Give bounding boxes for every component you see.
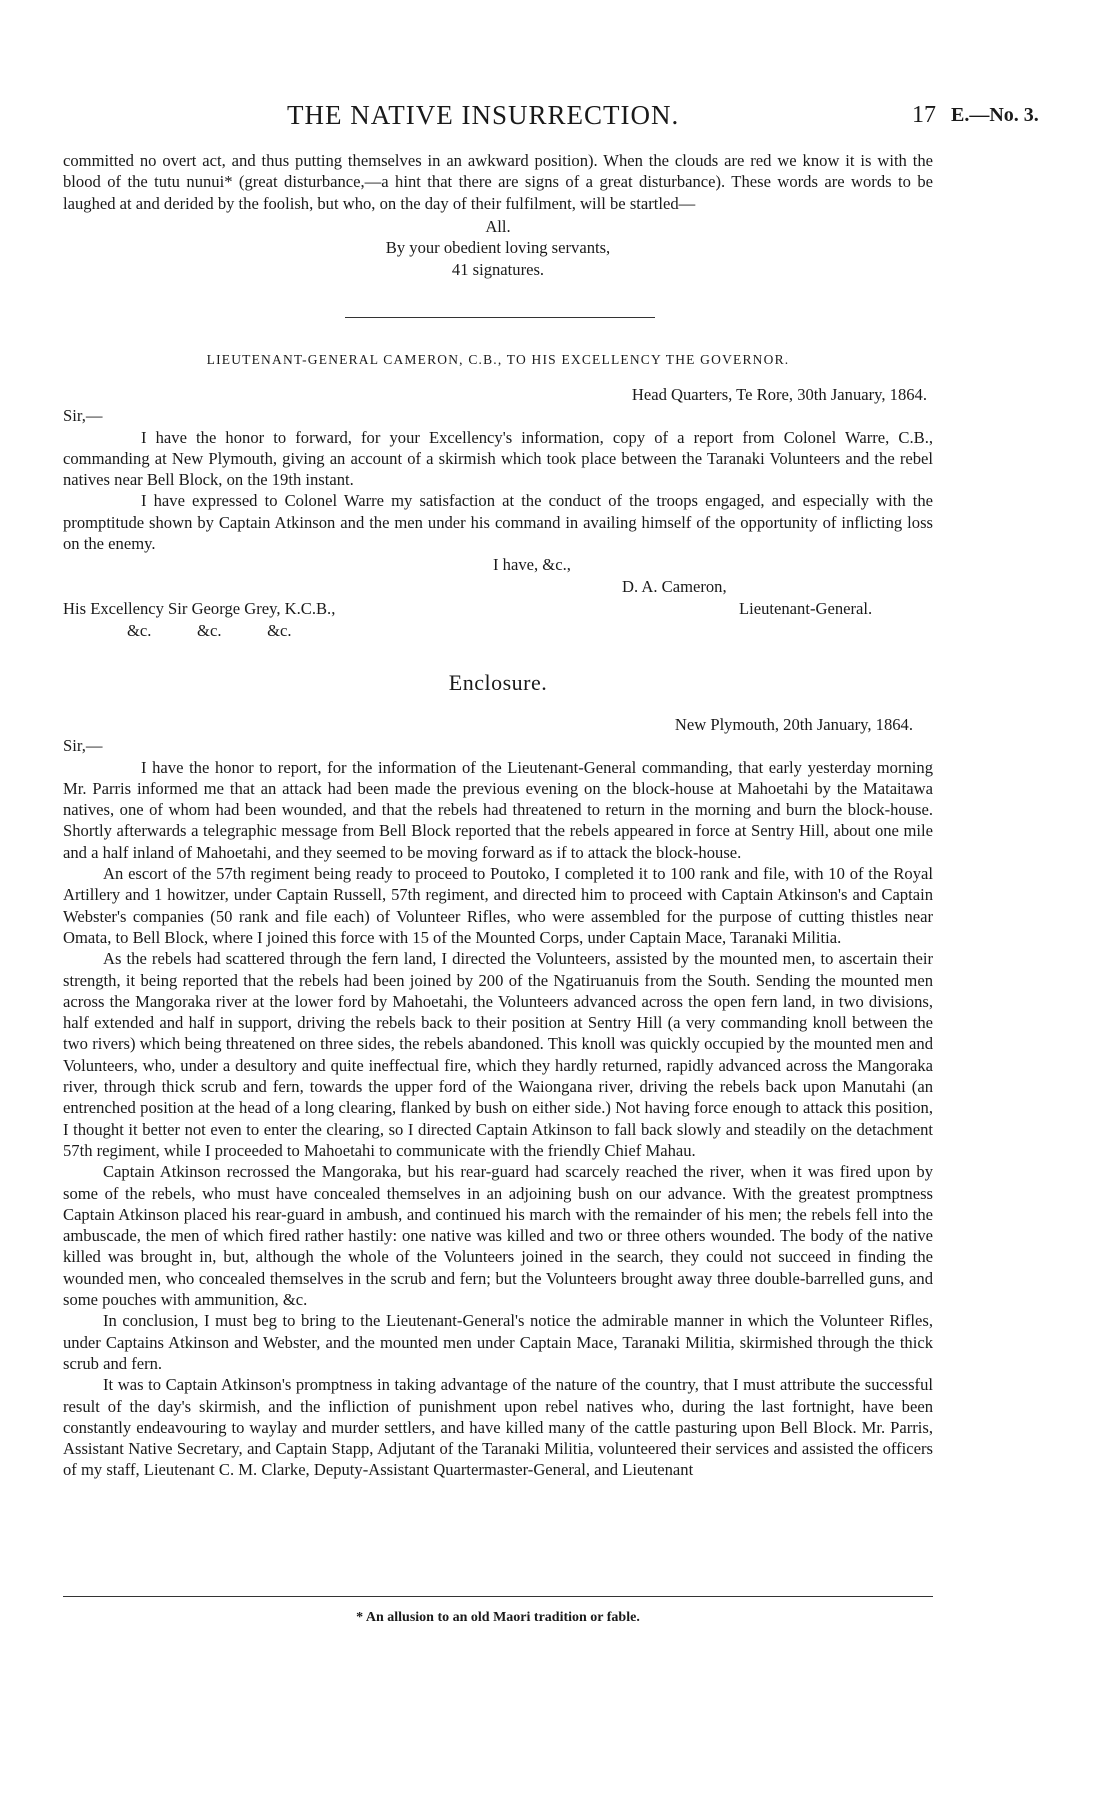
letter-addressee: His Excellency Sir George Grey, K.C.B., [63,598,336,618]
closing-signatures: 41 signatures. [451,259,545,279]
closing-servants: By your obedient loving servants, [385,238,611,258]
letter-salutation: Sir,— [63,406,103,426]
letter-close: I have, &c., [493,555,571,575]
addressee-row [63,598,933,620]
closing-all: All. [485,217,511,236]
enclosure-paragraph: An escort of the 57th regiment being ready to proceed to Poutoko, I completed it to 100 rank and file, with 10 of the Royal Artillery and 1 howitzer, under Captain Russell, 57th regiment, and directed him to proceed with Captain Atkinson's and Captain Webster's companies (50 rank and file each) of Volunteer Rifles, who were assembled for the purpose of cutting thistles near Omata, to Bell Block, where I joined this force with 15 of the Mounted Corps, under Captain Mace, Taranaki Militia. [63,864,933,947]
enclosure-paragraph: As the rebels had scattered through the fern land, I directed the Volunteers, assisted by the mounted men, to ascertain their strength, it being reported that the rebels had been joined by 200 of the Ngatiruanuis from the South. Sending the mounted men across the Mangoraka river at the lower ford by Mahoetahi, the Volunteers advanced across the open fern land, in two divisions, half extended and half in support, driving the rebels back to their position at Sentry Hill (a very commanding knoll between the two rivers) which being threatened on three sides, the rebels abandoned. This knoll was quickly occupied by the mounted men and Volunteers, who, under a desultory and quite ineffectual fire, which they hardly returned, rapidly advanced across the Mangoraka river, through thick scrub and fern, towards the upper ford of the Waiongana river, driving the rebels back upon Manutahi (an entrenched position at the head of a long clearing, flanked by bush on either side.) Not having force enough to attack this position, I thought it better not even to enter the clearing, so I directed Captain Atkinson to fall back slowly and steadily on the detachment 57th regiment, while I proceeded to Mahoetahi to communicate with the friendly Chief Mahau. [63,949,933,1160]
enclosure-salutation: Sir,— [63,736,103,756]
letter-signer: D. A. Cameron, [622,576,727,596]
page-header [0,100,1114,140]
page-number: 17 [912,102,936,128]
page-title: THE NATIVE INSURRECTION. [287,100,680,130]
top-paragraph: committed no overt act, and thus putting themselves in an awkward position). When the clouds are red we know it is with the blood of the tutu nunui* (great disturbance,—a hint that there are signs of a great disturbance). These words are words to be laughed at and derided by the foolish, but who, on the day of their fulfilment, will be startled— [63,151,933,213]
letter-paragraph: I have the honor to forward, for your Excellency's information, copy of a report from Colonel Warre, C.B., commanding at New Plymouth, giving an account of a skirmish which took place between the Taranaki Volunteers and the rebel natives near Bell Block, on the 19th instant. [63,427,933,490]
enclosure-paragraph: I have the honor to report, for the information of the Lieutenant-General commanding, that early yesterday morning Mr. Parris informed me that an attack had been made the previous evening on the block-house at Mahoetahi by the Mataitawa natives, one of whom had been wounded, and that the rebels had threatened to return in the morning and burn the block-house. Shortly afterwards a telegraphic message from Bell Block reported that the rebels appeared in force at Sentry Hill, about one mile and a half inland of Mahoetahi, and they seemed to be moving forward as if to attack the block-house. [63,757,933,862]
signature-row [63,576,933,598]
enclosure-title: Enclosure. [448,670,548,695]
letter-etc: &c. &c. &c. [127,620,292,640]
letter-heading: LIEUTENANT-GENERAL CAMERON, C.B., TO HIS EXCELLENCY THE GOVERNOR. [206,352,790,367]
series-number: E.—No. 3. [951,104,1039,126]
letter-signer-title: Lieutenant-General. [739,598,873,618]
letter-dateline: Head Quarters, Te Rore, 30th January, 1864. [631,385,927,404]
petition-ending [63,150,933,214]
footnote-rule [63,1596,933,1597]
enclosure-paragraph: Captain Atkinson recrossed the Mangoraka, but his rear-guard had scarcely reached the river, when it was fired upon by some of the rebels, who must have concealed themselves in an adjoining bush on our advance. With the greatest promptness Captain Atkinson placed his rear-guard in ambush, and continued his march with the remainder of his men; the rebels fell into the ambuscade, the men of which fired rather hastily: one native was killed and two or three others wounded. The body of the native killed was brought in, but, although the whole of the Volunteers joined in the search, they could not succeed in finding the wounded men, who concealed themselves in the scrub and fern; but the Volunteers brought away three double-barrelled guns, and some pouches with ammunition, &c. [63,1162,933,1310]
closing-block [63,216,933,280]
footnote: * An allusion to an old Maori tradition or fable. [356,1610,640,1625]
enclosure-paragraph: It was to Captain Atkinson's promptness in taking advantage of the nature of the country, that I must attribute the successful result of the day's skirmish, and the infliction of punishment upon rebel natives who, during the last fortnight, have been constantly endeavouring to waylay and murder settlers, and have killed many of the cattle pasturing upon Bell Block. Mr. Parris, Assistant Native Secretary, and Captain Stapp, Adjutant of the Taranaki Militia, volunteered their services and assisted the officers of my staff, Lieutenant C. M. Clarke, Deputy-Assistant Quartermaster-General, and Lieutenant [63,1375,933,1480]
enclosure-dateline: New Plymouth, 20th January, 1864. [674,715,913,734]
enclosure-paragraph: In conclusion, I must beg to bring to the Lieutenant-General's notice the admirable manner in which the Volunteer Rifles, under Captains Atkinson and Webster, and the mounted men under Captain Mace, Taranaki Militia, skirmished through the thick scrub and fern. [63,1311,933,1373]
enclosure-block [63,714,933,1481]
section-rule [345,317,655,318]
letter-block [63,384,933,641]
letter-paragraph: I have expressed to Colonel Warre my satisfaction at the conduct of the troops engaged, and especially with the promptitude shown by Captain Atkinson and the men under his command in availing himself of the opportunity of inflicting loss on the enemy. [63,491,933,554]
